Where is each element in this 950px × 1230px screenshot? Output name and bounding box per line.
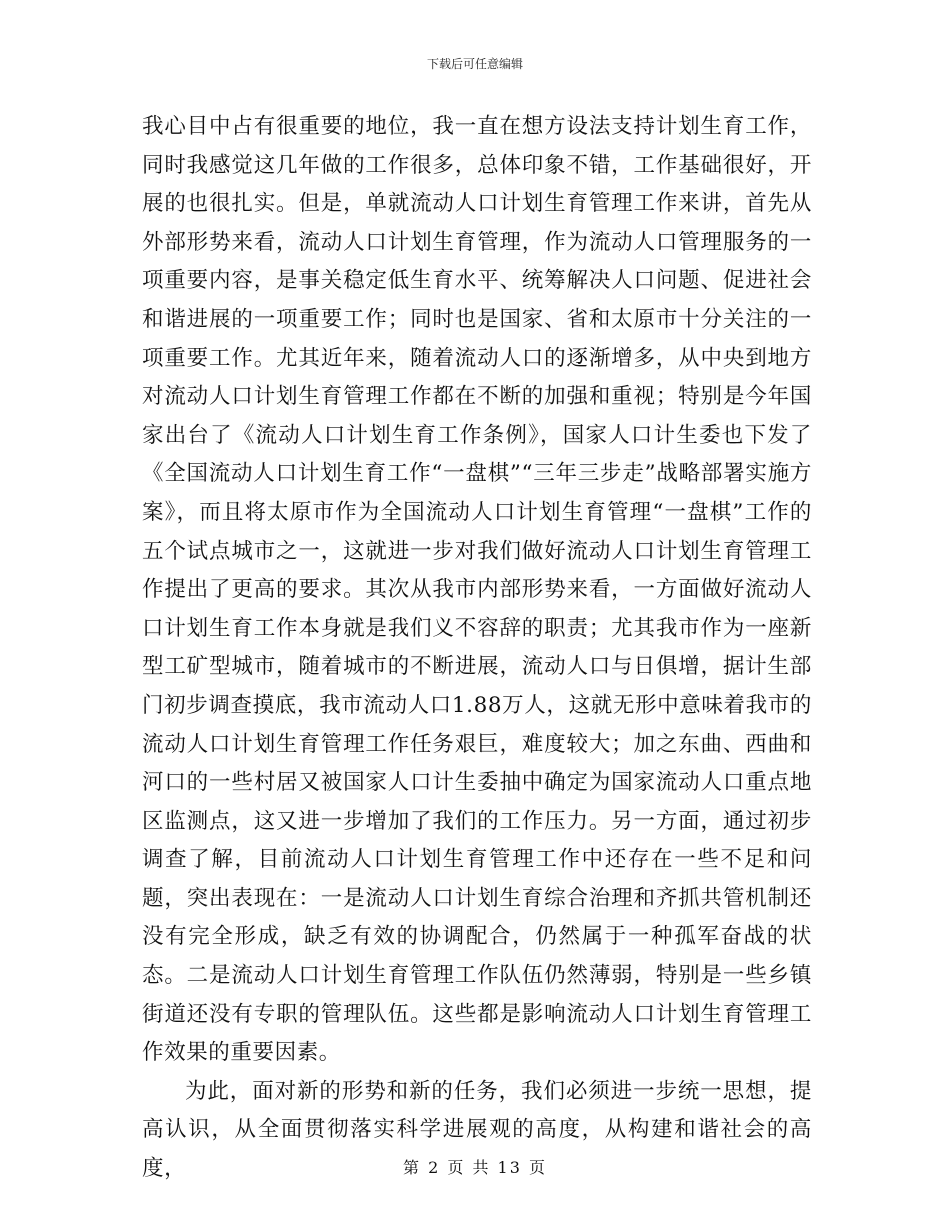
body-paragraph-1: 我心目中占有很重要的地位，我一直在想方设法支持计划生育工作，同时我感觉这几年做的工作很多，总体印象不错，工作基础很好，开展的也很扎实。但是，单就流动人口计划生育管理工作来讲，首先从外部形势来看，流动人口计划生育管理，作为流动人口管理服务的一项重要内容，是事关稳定低生育水平、统筹解决人口问题、促进社会和谐进展的一项重要工作；同时也是国家、省和太原市十分关注的一项重要工作。尤其近年来，随着流动人口的逐渐增多，从中央到地方对流动人口计划生育管理工作都在不断的加强和重视；特别是今年国家出台了《流动人口计划生育工作条例》，国家人口计生委也下发了《全国流动人口计划生育工作“一盘棋”“三年三步走”战略部署实施方案》，而且将太原市作为全国流动人口计划生育管理“一盘棋”工作的五个试点城市之一，这就进一步对我们做好流动人口计划生育管理工作提出了更高的要求。其次从我市内部形势来看，一方面做好流动人口计划生育工作本身就是我们义不容辞的职责；尤其我市作为一座新型工矿型城市，随着城市的不断进展，流动人口与日俱增，据计生部门初步调查摸底，我市流动人口1.88万人，这就无形中意味着我市的流动人口计划生育管理工作任务艰巨，难度较大；加之东曲、西曲和河口的一些村居又被国家人口计生委抽中确定为国家流动人口重点地区监测点，这又进一步增加了我们的工作压力。另一方面，通过初步调查了解，目前流动人口计划生育管理工作中还存在一些不足和问题，突出表现在：一是流动人口计划生育综合治理和齐抓共管机制还没有完全形成，缺乏有效的协调配合，仍然属于一种孤军奋战的状态。二是流动人口计划生育管理工作队伍仍然薄弱，特别是一些乡镇街道还没有专职的管理队伍。这些都是影响流动人口计划生育管理工作效果的重要因素。 (142, 114, 812, 1066)
page-header-note: 下载后可任意编辑 (426, 57, 523, 71)
page-number: 第 2 页 共 13 页 (403, 1158, 547, 1177)
body-paragraph-2: 为此，面对新的形势和新的任务，我们必须进一步统一思想，提高认识，从全面贯彻落实科学进展观的高度，从构建和谐社会的高度， (142, 1078, 812, 1182)
document-body (142, 108, 812, 1189)
